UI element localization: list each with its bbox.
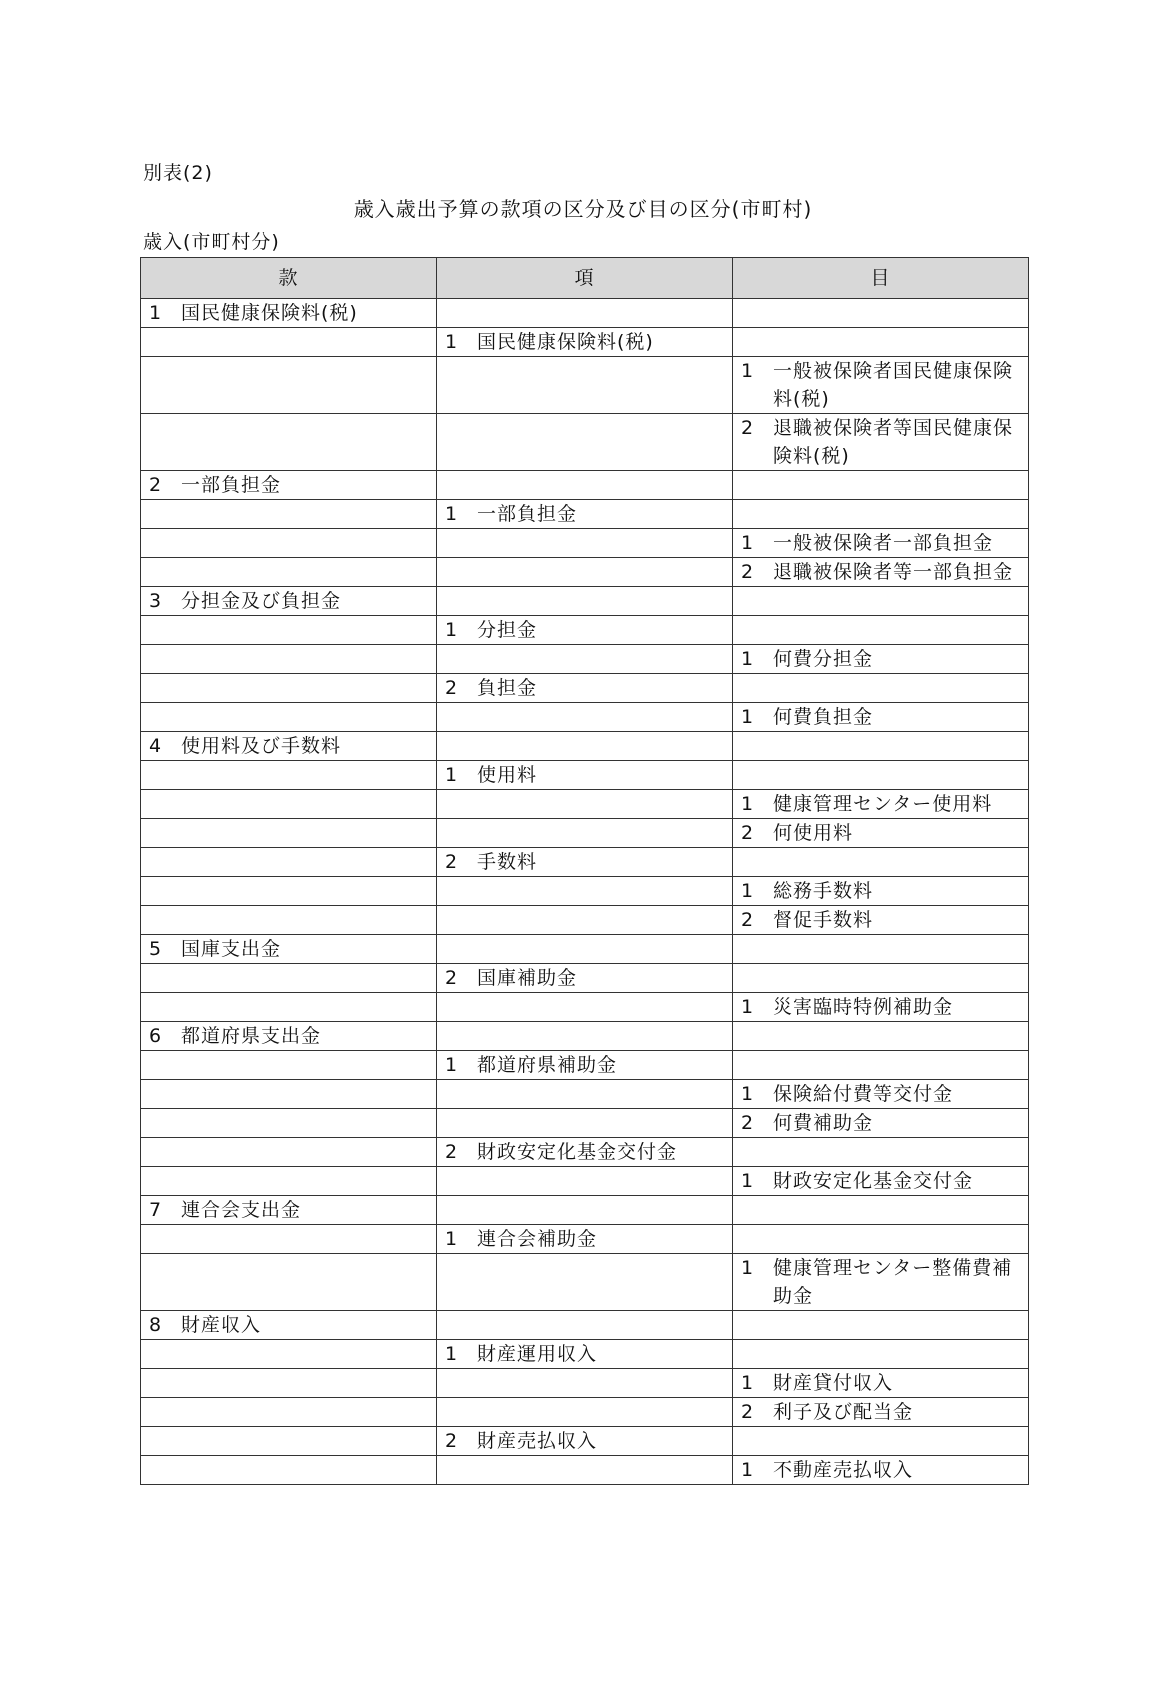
cell-kou [437, 1167, 733, 1196]
cell-kan [141, 877, 437, 906]
moku-number: 2 [741, 1401, 755, 1423]
table-row [141, 471, 1029, 500]
cell-kan [141, 848, 437, 877]
cell-kou [437, 500, 733, 529]
cell-moku [733, 357, 1029, 414]
cell-kan [141, 1138, 437, 1167]
cell-kan [141, 471, 437, 500]
moku-entry [741, 993, 1020, 1021]
kou-text: 国庫補助金 [477, 967, 578, 989]
cell-moku [733, 674, 1029, 703]
table-row [141, 616, 1029, 645]
kan-number: 5 [149, 938, 163, 960]
cell-moku [733, 964, 1029, 993]
kou-entry [445, 848, 724, 876]
kou-entry [445, 328, 724, 356]
cell-kan [141, 935, 437, 964]
table-row [141, 674, 1029, 703]
cell-moku [733, 414, 1029, 471]
kan-text: 財産収入 [181, 1314, 262, 1336]
cell-moku [733, 471, 1029, 500]
cell-kan [141, 790, 437, 819]
kou-number: 2 [445, 1141, 459, 1163]
moku-number: 1 [741, 1459, 755, 1481]
kan-number: 4 [149, 735, 163, 757]
kan-entry [149, 471, 428, 499]
column-header-kou: 項 [437, 258, 733, 299]
cell-kou [437, 558, 733, 587]
document-title: 歳入歳出予算の款項の区分及び目の区分(市町村) [353, 197, 813, 221]
kou-number: 1 [445, 619, 459, 641]
moku-entry [741, 703, 1020, 731]
moku-text: 災害臨時特例補助金 [773, 996, 954, 1018]
cell-moku [733, 500, 1029, 529]
cell-kou [437, 877, 733, 906]
moku-entry [741, 558, 1020, 586]
cell-kou [437, 529, 733, 558]
kou-entry [445, 1427, 724, 1455]
kan-number: 1 [149, 302, 163, 324]
cell-kan [141, 819, 437, 848]
kan-entry [149, 732, 428, 760]
kan-number: 8 [149, 1314, 163, 1336]
cell-kan [141, 1022, 437, 1051]
kou-text: 分担金 [477, 619, 538, 641]
cell-kan [141, 1311, 437, 1340]
kan-number: 3 [149, 590, 163, 612]
table-row [141, 500, 1029, 529]
table-row [141, 1254, 1029, 1311]
moku-text: 督促手数料 [773, 909, 874, 931]
cell-kan [141, 1051, 437, 1080]
kou-number: 2 [445, 1430, 459, 1452]
cell-kou [437, 848, 733, 877]
cell-kan [141, 558, 437, 587]
table-row [141, 790, 1029, 819]
kou-number: 2 [445, 677, 459, 699]
cell-moku [733, 587, 1029, 616]
moku-text: 何費負担金 [773, 706, 874, 728]
moku-entry [741, 1398, 1020, 1426]
annex-label: 別表(2) [143, 162, 213, 184]
cell-moku [733, 1456, 1029, 1485]
table-header-row [141, 258, 1029, 299]
moku-entry [741, 414, 1020, 470]
kou-entry [445, 1340, 724, 1368]
kou-text: 一部負担金 [477, 503, 578, 525]
kan-entry [149, 587, 428, 615]
kan-text: 都道府県支出金 [181, 1025, 322, 1047]
kan-text: 使用料及び手数料 [181, 735, 342, 757]
table-row [141, 1340, 1029, 1369]
cell-moku [733, 1196, 1029, 1225]
table-row [141, 993, 1029, 1022]
kou-text: 負担金 [477, 677, 538, 699]
cell-kan [141, 674, 437, 703]
cell-kou [437, 732, 733, 761]
cell-kou [437, 761, 733, 790]
table-row [141, 819, 1029, 848]
cell-kan [141, 1080, 437, 1109]
kou-text: 財産売払収入 [477, 1430, 598, 1452]
table-row [141, 703, 1029, 732]
kou-text: 都道府県補助金 [477, 1054, 618, 1076]
cell-kan [141, 703, 437, 732]
cell-kan [141, 587, 437, 616]
cell-kou [437, 1398, 733, 1427]
kou-number: 1 [445, 1343, 459, 1365]
cell-kan [141, 645, 437, 674]
kan-number: 6 [149, 1025, 163, 1047]
cell-moku [733, 935, 1029, 964]
kan-text: 一部負担金 [181, 474, 282, 496]
cell-kou [437, 1427, 733, 1456]
cell-moku [733, 790, 1029, 819]
table-row [141, 906, 1029, 935]
kan-entry [149, 1311, 428, 1339]
budget-table [140, 257, 1029, 1485]
cell-kou [437, 587, 733, 616]
cell-kan [141, 529, 437, 558]
moku-text: 財産貸付収入 [773, 1372, 894, 1394]
moku-number: 1 [741, 1083, 755, 1105]
kan-text: 連合会支出金 [181, 1199, 302, 1221]
moku-entry [741, 1109, 1020, 1137]
cell-moku [733, 703, 1029, 732]
kou-entry [445, 1051, 724, 1079]
cell-kan [141, 357, 437, 414]
cell-moku [733, 558, 1029, 587]
cell-moku [733, 1080, 1029, 1109]
cell-kan [141, 328, 437, 357]
cell-moku [733, 848, 1029, 877]
kou-text: 財産運用収入 [477, 1343, 598, 1365]
moku-entry [741, 819, 1020, 847]
table-row [141, 529, 1029, 558]
cell-kan [141, 1427, 437, 1456]
cell-kan [141, 1456, 437, 1485]
cell-moku [733, 1427, 1029, 1456]
cell-kan [141, 1369, 437, 1398]
moku-number: 2 [741, 909, 755, 931]
cell-kou [437, 1080, 733, 1109]
table-body [141, 299, 1029, 1485]
table-row [141, 1398, 1029, 1427]
cell-kou [437, 703, 733, 732]
cell-kan [141, 616, 437, 645]
cell-kan [141, 1340, 437, 1369]
cell-kan [141, 299, 437, 328]
table-row [141, 732, 1029, 761]
kou-number: 1 [445, 331, 459, 353]
cell-kou [437, 935, 733, 964]
table-row [141, 1196, 1029, 1225]
cell-kan [141, 414, 437, 471]
kou-text: 連合会補助金 [477, 1228, 598, 1250]
kou-entry [445, 500, 724, 528]
cell-kan [141, 993, 437, 1022]
kou-entry [445, 674, 724, 702]
moku-entry [741, 1167, 1020, 1195]
kou-text: 財政安定化基金交付金 [477, 1141, 678, 1163]
table-row [141, 1369, 1029, 1398]
cell-moku [733, 1254, 1029, 1311]
table-row [141, 414, 1029, 471]
moku-text: 健康管理センター使用料 [773, 793, 993, 815]
moku-number: 1 [741, 360, 755, 382]
kan-number: 2 [149, 474, 163, 496]
cell-kou [437, 1225, 733, 1254]
kou-entry [445, 1225, 724, 1253]
moku-entry [741, 1080, 1020, 1108]
cell-kan [141, 1254, 437, 1311]
moku-entry [741, 1456, 1020, 1484]
kou-number: 1 [445, 1228, 459, 1250]
table-row [141, 645, 1029, 674]
kan-text: 国庫支出金 [181, 938, 282, 960]
kou-number: 2 [445, 967, 459, 989]
cell-moku [733, 529, 1029, 558]
kou-entry [445, 761, 724, 789]
moku-entry [741, 1254, 1020, 1310]
kan-entry [149, 1196, 428, 1224]
cell-kou [437, 645, 733, 674]
cell-kan [141, 500, 437, 529]
moku-number: 1 [741, 793, 755, 815]
moku-text: 総務手数料 [773, 880, 874, 902]
cell-kou [437, 1051, 733, 1080]
cell-kan [141, 1167, 437, 1196]
table-row [141, 964, 1029, 993]
moku-number: 1 [741, 1257, 755, 1279]
table-row [141, 357, 1029, 414]
cell-moku [733, 1225, 1029, 1254]
cell-kou [437, 471, 733, 500]
table-row [141, 1022, 1029, 1051]
kou-number: 1 [445, 503, 459, 525]
cell-moku [733, 1369, 1029, 1398]
section-title: 歳入(市町村分) [143, 231, 280, 253]
kou-number: 2 [445, 851, 459, 873]
moku-entry [741, 529, 1020, 557]
cell-kou [437, 299, 733, 328]
moku-text: 保険給付費等交付金 [773, 1083, 954, 1105]
table-row [141, 328, 1029, 357]
moku-text: 一般被保険者一部負担金 [773, 532, 994, 554]
cell-kou [437, 1109, 733, 1138]
table-row [141, 935, 1029, 964]
cell-moku [733, 732, 1029, 761]
moku-text: 健康管理センター整備費補助金 [773, 1257, 1013, 1307]
table-row [141, 587, 1029, 616]
moku-entry [741, 1369, 1020, 1397]
moku-text: 何使用料 [773, 822, 854, 844]
cell-moku [733, 616, 1029, 645]
moku-text: 不動産売払収入 [773, 1459, 914, 1481]
cell-moku [733, 1022, 1029, 1051]
cell-kan [141, 1398, 437, 1427]
cell-moku [733, 645, 1029, 674]
moku-text: 財政安定化基金交付金 [773, 1170, 974, 1192]
cell-kou [437, 819, 733, 848]
kou-entry [445, 616, 724, 644]
kan-text: 分担金及び負担金 [181, 590, 342, 612]
cell-moku [733, 1167, 1029, 1196]
cell-kou [437, 993, 733, 1022]
moku-number: 2 [741, 561, 755, 583]
moku-number: 1 [741, 880, 755, 902]
table-row [141, 558, 1029, 587]
cell-kou [437, 906, 733, 935]
table-row [141, 1051, 1029, 1080]
cell-moku [733, 328, 1029, 357]
kan-entry [149, 935, 428, 963]
cell-kou [437, 1311, 733, 1340]
cell-moku [733, 299, 1029, 328]
moku-entry [741, 877, 1020, 905]
table-row [141, 848, 1029, 877]
cell-kou [437, 964, 733, 993]
cell-kou [437, 616, 733, 645]
cell-kan [141, 964, 437, 993]
table-row [141, 1225, 1029, 1254]
cell-kou [437, 357, 733, 414]
column-header-moku: 目 [733, 258, 1029, 299]
cell-moku [733, 1311, 1029, 1340]
moku-number: 1 [741, 532, 755, 554]
cell-kou [437, 414, 733, 471]
cell-moku [733, 1398, 1029, 1427]
kou-text: 使用料 [477, 764, 538, 786]
cell-kou [437, 790, 733, 819]
cell-kan [141, 732, 437, 761]
moku-number: 1 [741, 1372, 755, 1394]
moku-number: 1 [741, 706, 755, 728]
cell-kou [437, 1138, 733, 1167]
moku-entry [741, 357, 1020, 413]
moku-text: 利子及び配当金 [773, 1401, 914, 1423]
kou-text: 手数料 [477, 851, 538, 873]
cell-moku [733, 1138, 1029, 1167]
moku-text: 退職被保険者等一部負担金 [773, 561, 1014, 583]
table-row [141, 1109, 1029, 1138]
kan-text: 国民健康保険料(税) [181, 302, 358, 324]
cell-kou [437, 1456, 733, 1485]
cell-kou [437, 1196, 733, 1225]
moku-entry [741, 645, 1020, 673]
table-row [141, 1080, 1029, 1109]
moku-number: 2 [741, 822, 755, 844]
moku-entry [741, 906, 1020, 934]
cell-kan [141, 1109, 437, 1138]
cell-moku [733, 761, 1029, 790]
table-row [141, 1138, 1029, 1167]
cell-moku [733, 1109, 1029, 1138]
cell-kou [437, 1022, 733, 1051]
moku-number: 1 [741, 996, 755, 1018]
cell-kou [437, 1369, 733, 1398]
moku-number: 1 [741, 648, 755, 670]
moku-number: 2 [741, 1112, 755, 1134]
cell-kou [437, 674, 733, 703]
column-header-kan: 款 [141, 258, 437, 299]
cell-moku [733, 993, 1029, 1022]
cell-moku [733, 877, 1029, 906]
cell-kou [437, 1254, 733, 1311]
moku-text: 一般被保険者国民健康保険料(税) [773, 360, 1014, 410]
table-row [141, 1167, 1029, 1196]
moku-text: 何費補助金 [773, 1112, 874, 1134]
kou-entry [445, 964, 724, 992]
cell-kan [141, 906, 437, 935]
kan-entry [149, 299, 428, 327]
cell-moku [733, 1051, 1029, 1080]
cell-kou [437, 328, 733, 357]
cell-moku [733, 819, 1029, 848]
cell-kan [141, 1225, 437, 1254]
kou-text: 国民健康保険料(税) [477, 331, 654, 353]
kan-number: 7 [149, 1199, 163, 1221]
kan-entry [149, 1022, 428, 1050]
moku-text: 何費分担金 [773, 648, 874, 670]
kou-number: 1 [445, 1054, 459, 1076]
kou-entry [445, 1138, 724, 1166]
cell-kan [141, 1196, 437, 1225]
cell-moku [733, 906, 1029, 935]
cell-kan [141, 761, 437, 790]
cell-moku [733, 1340, 1029, 1369]
table-row [141, 1456, 1029, 1485]
table-row [141, 1427, 1029, 1456]
table-row [141, 877, 1029, 906]
table-row [141, 761, 1029, 790]
cell-kou [437, 1340, 733, 1369]
moku-number: 1 [741, 1170, 755, 1192]
table-row [141, 1311, 1029, 1340]
kou-number: 1 [445, 764, 459, 786]
moku-text: 退職被保険者等国民健康保険料(税) [773, 417, 1014, 467]
moku-number: 2 [741, 417, 755, 439]
moku-entry [741, 790, 1020, 818]
table-row [141, 299, 1029, 328]
